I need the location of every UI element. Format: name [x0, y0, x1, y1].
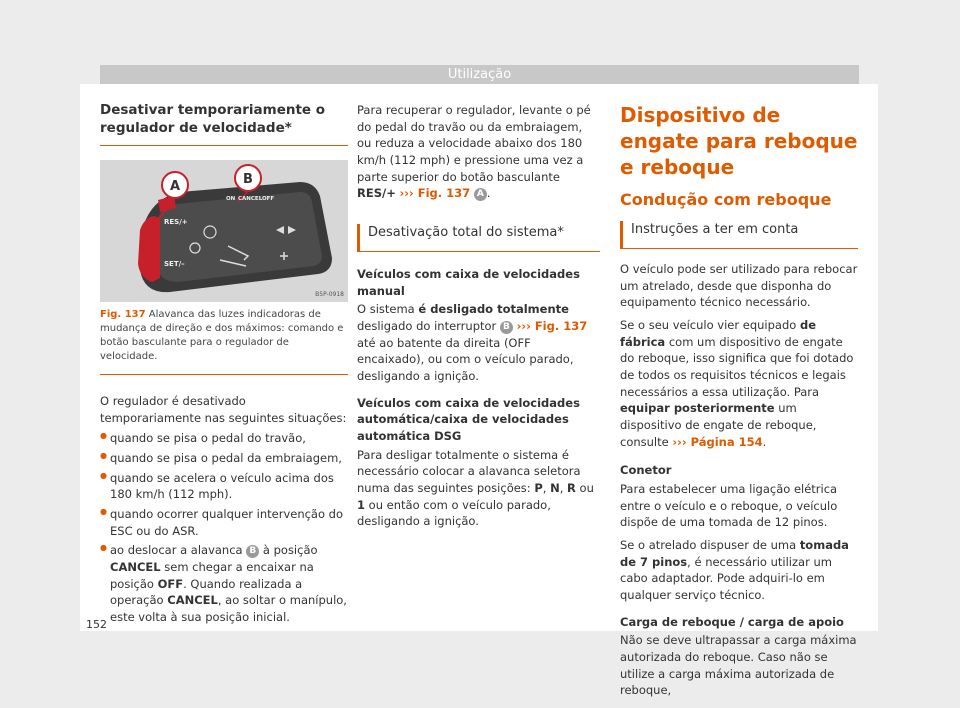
page-number: 152	[86, 618, 107, 631]
chapter-title: Dispositivo de engate para reboque e reboque	[620, 103, 858, 179]
lever-label-off: OFF	[262, 196, 275, 203]
lever-label-set: SET/–	[164, 260, 185, 269]
lever-label-cancel: CANCEL	[238, 196, 263, 203]
callout-b: B	[243, 172, 253, 188]
manual-gearbox-paragraph: O sistema é desligado totalmente desligado do interruptor B ››› Fig. 137 até ao batente da direita (OFF encaixado), ou com o veículo parado, desligando a ignição.	[357, 302, 588, 383]
list-item: ● quando se pisa o pedal da embraiagem,	[100, 450, 348, 467]
column-left	[100, 84, 348, 626]
auto-gearbox-title: Veículos com caixa de velocidades automática/caixa de velocidades automática DSG	[357, 395, 580, 443]
figure-caption-text: Alavanca das luzes indicadoras de mudança de direção e dos máximos: comando e botão basculante para o regulador de velocidade.	[100, 309, 344, 363]
list-item: ● quando se pisa o pedal do travão,	[100, 430, 348, 447]
page-reference-link[interactable]: ››› Página 154	[672, 434, 763, 449]
callout-a: A	[169, 179, 181, 195]
list-item: ● ao deslocar a alavanca B à posição CANCEL sem chegar a encaixar na posição OFF. Quando realizada a operação CANCEL, ao soltar o manípulo, este volta à sua posição inicial.	[100, 542, 348, 625]
badge-b: B	[246, 545, 259, 558]
load-title: Carga de reboque / carga de apoio	[620, 614, 844, 629]
list-item: ● quando se acelera o veículo acima dos 180 km/h (112 mph).	[100, 470, 348, 503]
connector-paragraph: Para estabelecer uma ligação elétrica entre o veículo e o reboque, o veículo dispõe de uma tomada de 12 pinos.	[620, 482, 838, 530]
lever-label-res: RES/+	[164, 218, 188, 227]
figure-137	[100, 160, 348, 302]
figure-label: Fig. 137	[100, 309, 146, 321]
manual-gearbox-title: Veículos com caixa de velocidades manual	[357, 266, 580, 298]
towing-paragraph: O veículo pode ser utilizado para rebocar um atrelado, desde que disponha do equipamento técnico necessário.	[620, 262, 858, 310]
intro-paragraph: O regulador é desativado temporariamente nas seguintes situações:	[100, 394, 347, 425]
auto-gearbox-paragraph: Para desligar totalmente o sistema é necessário colocar a alavanca seletora numa das seguintes posições: P, N, R ou 1 ou então com o veículo parado, desligando a ignição.	[357, 447, 594, 529]
badge-b: B	[500, 321, 513, 334]
deactivation-list	[100, 430, 348, 625]
lever-label-on: ON	[226, 196, 236, 203]
section-heading-instructions: Instruções a ter em conta	[620, 221, 858, 249]
column-middle	[357, 102, 600, 530]
equipment-paragraph: Se o seu veículo vier equipado de fábrica com um dispositivo de engate do reboque, isso significa que foi dotado de todos os requisitos técnicos e legais necessários a essa utilização. Para equipar posteriormente um dispositivo de engate de reboque, consulte ››› Página 154.	[620, 318, 854, 449]
figure-caption	[100, 308, 348, 375]
figure-code: B5P-0918	[315, 291, 344, 299]
section-heading-cruise-disable: Desativar temporariamente o regulador de velocidade*	[100, 84, 348, 146]
page	[80, 84, 878, 698]
connector-title: Conetor	[620, 463, 672, 478]
load-paragraph: Não se deve ultrapassar a carga máxima autorizada do reboque. Caso não se utilize a carga máxima autorizada de reboque,	[620, 633, 857, 698]
chapter-subtitle: Condução com reboque	[620, 190, 832, 209]
section-heading-total-disable: Desativação total do sistema*	[357, 224, 600, 252]
figure-reference-link[interactable]: ››› Fig. 137	[516, 318, 588, 333]
running-header: Utilização	[100, 65, 859, 84]
figure-reference-link[interactable]: ››› Fig. 137	[399, 186, 471, 201]
resume-paragraph: Para recuperar o regulador, levante o pé do pedal do travão ou da embraiagem, ou reduza a velocidade abaixo dos 180 km/h (112 mph) e pressione uma vez a parte superior do botão basculante RES/+ ››› Fig. 137 A .	[357, 103, 591, 201]
lever-illustration	[100, 160, 348, 302]
list-item: ● quando ocorrer qualquer intervenção do ESC ou do ASR.	[100, 506, 348, 539]
badge-a: A	[474, 188, 487, 201]
connector-adapter-paragraph: Se o atrelado dispuser de uma tomada de 7 pinos, é necessário utilizar um cabo adaptador. Pode adquiri-lo em qualquer serviço técnico.	[620, 538, 849, 603]
column-right	[620, 102, 858, 699]
